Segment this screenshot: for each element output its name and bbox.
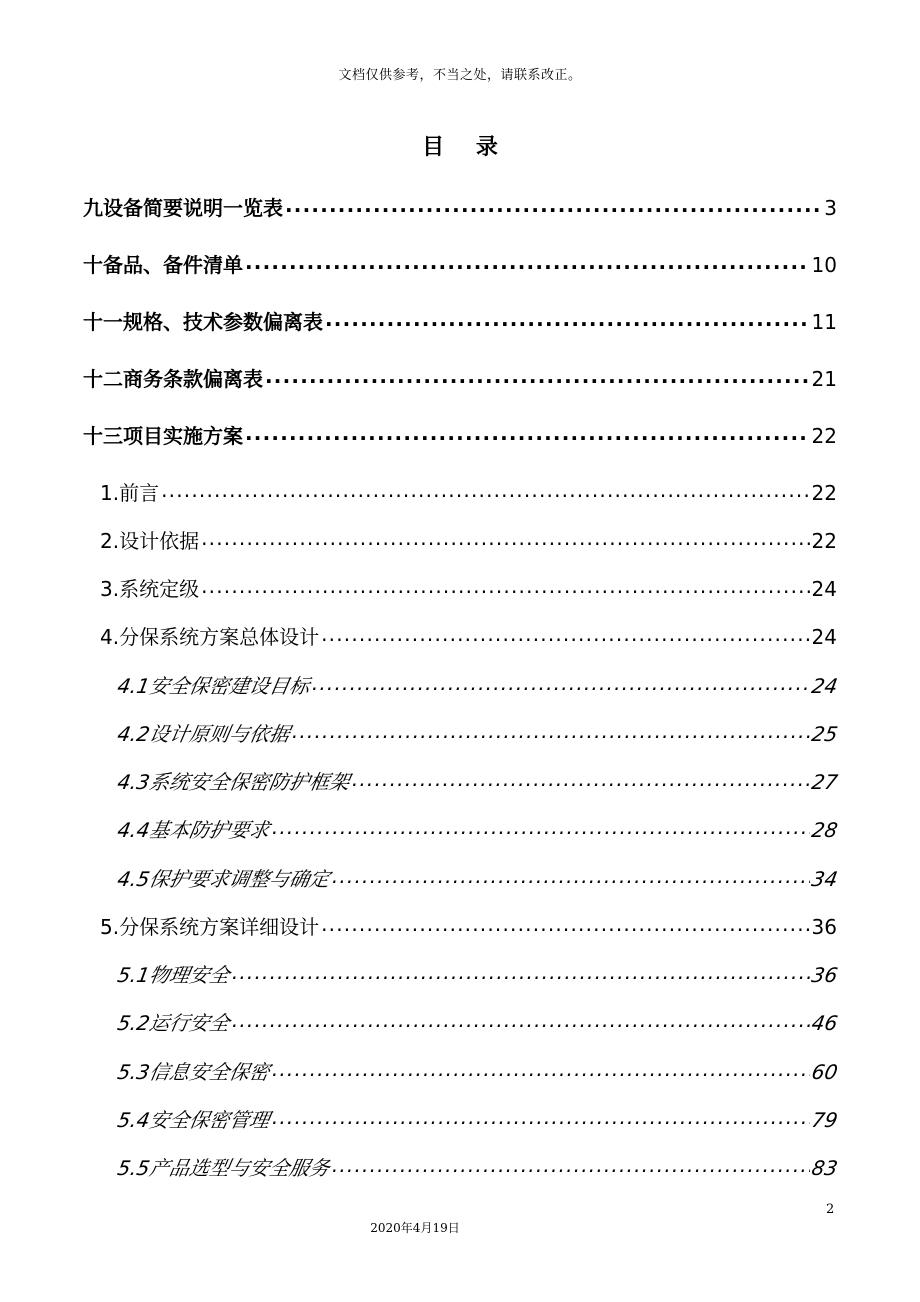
toc-entry[interactable] (115, 1056, 840, 1085)
toc-entry[interactable] (83, 192, 837, 221)
toc-dot-leader (321, 624, 809, 644)
toc-entry-page: 28 (809, 818, 840, 842)
toc-entry-label: 4.3系统安全保密防护框架 (115, 770, 352, 794)
toc-entry-label: 十三项目实施方案 (83, 424, 243, 448)
toc-entry[interactable] (83, 306, 837, 335)
toc-dot-leader (285, 195, 822, 215)
toc-entry-label: 4.2设计原则与依据 (115, 722, 292, 746)
toc-dot-leader (272, 1059, 810, 1079)
toc-entry[interactable] (115, 1007, 840, 1036)
toc-entry[interactable] (115, 718, 840, 747)
toc-entry[interactable] (100, 621, 837, 650)
toc-entry-page: 79 (809, 1108, 840, 1132)
toc-entry-page: 83 (809, 1156, 840, 1180)
toc-dot-leader (245, 423, 810, 443)
toc-entry-page: 10 (811, 253, 837, 277)
toc-dot-leader (232, 962, 810, 982)
header-note: 文档仅供参考，不当之处，请联系改正。 (338, 68, 582, 83)
toc-entry[interactable] (115, 1152, 840, 1181)
toc-entry-page: 60 (809, 1060, 840, 1084)
toc-entry-page: 24 (811, 625, 837, 649)
toc-entry-label: 4.5保护要求调整与确定 (115, 867, 332, 891)
toc-dot-leader (201, 576, 809, 596)
toc-dot-leader (332, 866, 810, 886)
toc-entry[interactable] (100, 525, 837, 554)
toc-entry[interactable] (100, 911, 837, 940)
toc-entry-page: 34 (809, 867, 840, 891)
toc-entry-page: 24 (809, 674, 840, 698)
toc-dot-leader (325, 309, 810, 329)
toc-entry-label: 5.1物理安全 (115, 963, 232, 987)
toc-entry-label: 4.1安全保密建设目标 (115, 674, 312, 698)
toc-dot-leader (272, 817, 810, 837)
toc-dot-leader (292, 721, 810, 741)
toc-entry-page: 24 (811, 577, 837, 601)
toc-entry-page: 46 (809, 1011, 840, 1035)
toc-entry-page: 36 (809, 963, 840, 987)
toc-dot-leader (352, 769, 810, 789)
toc-entry[interactable] (115, 670, 840, 699)
toc-entry-label: 5.5产品选型与安全服务 (115, 1156, 332, 1180)
toc-entry-label: 2.设计依据 (100, 529, 200, 553)
toc-entry-label: 1.前言 (100, 481, 160, 505)
toc-entry-page: 25 (809, 722, 840, 746)
toc-entry-page: 3 (824, 196, 837, 220)
toc-entry-page: 36 (811, 915, 837, 939)
toc-entry[interactable] (83, 249, 837, 278)
toc-entry[interactable] (115, 863, 840, 892)
toc-entry-label: 5.4安全保密管理 (115, 1108, 272, 1132)
toc-dot-leader (332, 1155, 810, 1175)
toc-entry[interactable] (115, 959, 840, 988)
toc-entry-label: 3.系统定级 (100, 577, 200, 601)
toc-entry-page: 11 (811, 310, 837, 334)
toc-dot-leader (312, 673, 810, 693)
toc-entry-label: 5.3信息安全保密 (115, 1060, 272, 1084)
toc-entry-label: 4.4基本防护要求 (115, 818, 272, 842)
toc-entry-page: 22 (811, 529, 837, 553)
toc-title: 目 录 (422, 135, 510, 160)
toc-entry-label: 十二商务条款偏离表 (83, 367, 263, 391)
toc-dot-leader (321, 914, 809, 934)
toc-dot-leader (201, 528, 809, 548)
toc-entry[interactable] (83, 363, 837, 392)
toc-entry-page: 22 (811, 481, 837, 505)
toc-entry-page: 21 (811, 367, 837, 391)
toc-dot-leader (161, 480, 809, 500)
toc-entry[interactable] (100, 573, 837, 602)
toc-entry-label: 九设备简要说明一览表 (83, 196, 283, 220)
toc-entry[interactable] (83, 420, 837, 449)
toc-entry-label: 5.2运行安全 (115, 1011, 232, 1035)
toc-entry[interactable] (115, 1104, 840, 1133)
toc-entry-label: 十一规格、技术参数偏离表 (83, 310, 323, 334)
toc-dot-leader (232, 1010, 810, 1030)
toc-entry[interactable] (100, 477, 837, 506)
toc-entry-page: 27 (809, 770, 840, 794)
toc-dot-leader (272, 1107, 810, 1127)
page-number: 2 (826, 1202, 835, 1217)
toc-dot-leader (245, 252, 810, 272)
toc-dot-leader (265, 366, 810, 386)
toc-entry-label: 4.分保系统方案总体设计 (100, 625, 320, 649)
toc-entry[interactable] (115, 814, 840, 843)
footer-date: 2020年4月19日 (370, 1221, 460, 1235)
toc-entry[interactable] (115, 766, 840, 795)
toc-entry-label: 十备品、备件清单 (83, 253, 243, 277)
toc-entry-label: 5.分保系统方案详细设计 (100, 915, 320, 939)
toc-entry-page: 22 (811, 424, 837, 448)
